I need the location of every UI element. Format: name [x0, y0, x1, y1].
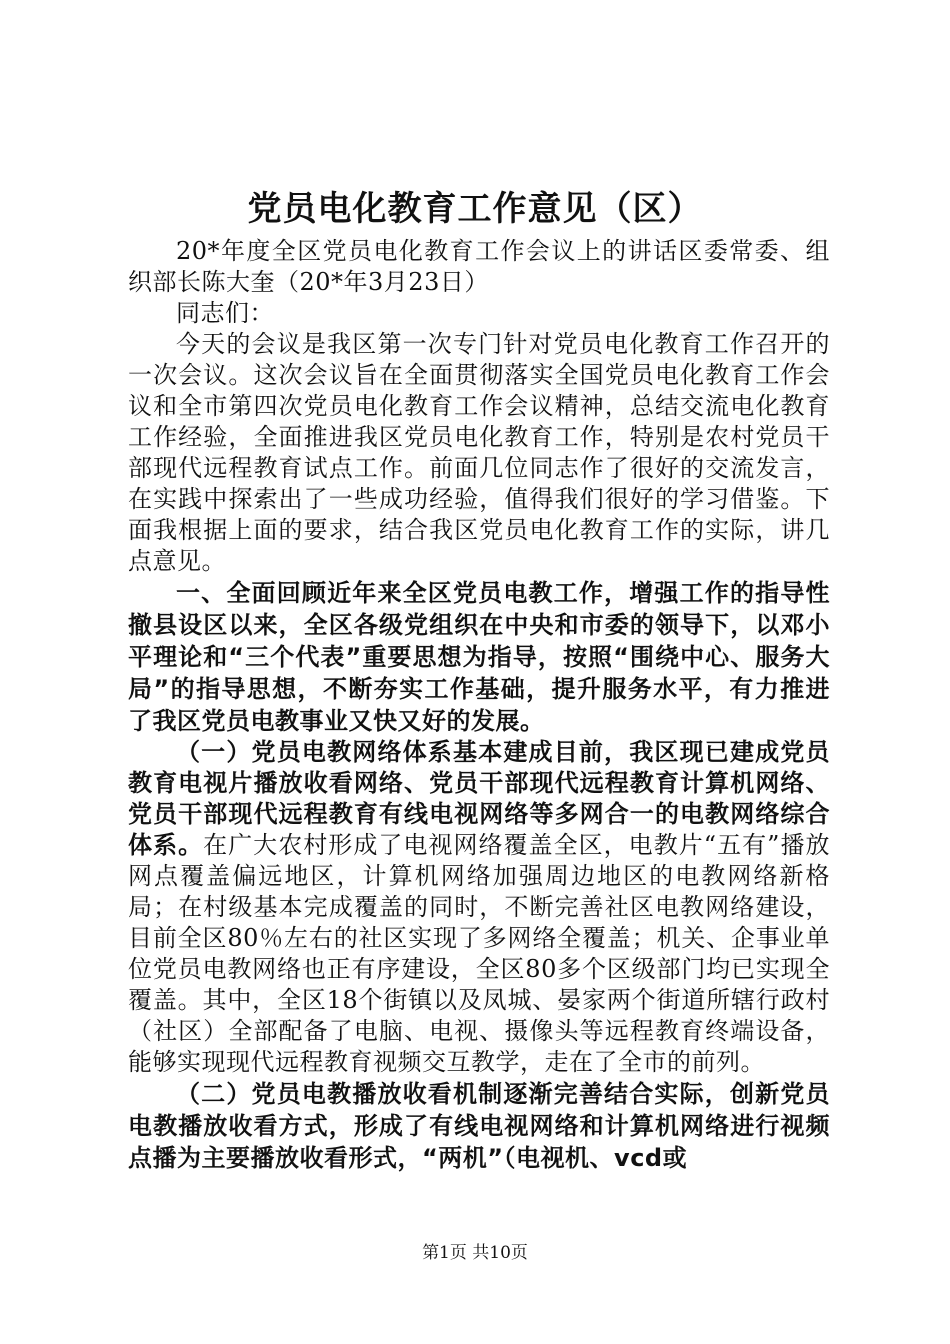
subsection-1-body: 在广大农村形成了电视网络覆盖全区，电教片“五有”播放网点覆盖偏远地区，计算机网络加强周边地区的电教网络新格局；在村级基本完成覆盖的同时，不断完善社区电教网络建设，目前全区80％左右的社区实现了多网络全覆盖；机关、企事业单位党员电教网络也正有序建设，全区80多个区级部门均已实现全覆盖。其中，全区18个街镇以及凤城、晏家两个街道所辖行政村（社区）全部配备了电脑、电视、摄像头等远程教育终端设备，能够实现现代远程教育视频交互教学，走在了全市的前列。 — [128, 831, 830, 1076]
subsection-2-paragraph: （二）党员电教播放收看机制逐渐完善结合实际，创新党员电教播放收看方式，形成了有线电视网络和计算机网络进行视频点播为主要播放收看形式，“两机”（电视机、vcd或 — [128, 1080, 830, 1172]
section-1-paragraph: 一、全面回顾近年来全区党员电教工作，增强工作的指导性撤县设区以来，全区各级党组织在中央和市委的领导下，以邓小平理论和“三个代表”重要思想为指导，按照“围绕中心、服务大局”的指导思想，不断夯实工作基础，提升服务水平，有力推进了我区党员电教事业又快又好的发展。 — [128, 579, 830, 735]
intro-paragraph: 今天的会议是我区第一次专门针对党员电化教育工作召开的一次会议。这次会议旨在全面贯彻落实全国党员电化教育工作会议和全市第四次党员电化教育工作会议精神，总结交流电化教育工作经验，全面推进我区党员电化教育工作，特别是农村党员干部现代远程教育试点工作。前面几位同志作了很好的交流发言，在实践中探索出了一些成功经验，值得我们很好的学习借鉴。下面我根据上面的要求，结合我区党员电化教育工作的实际，讲几点意见。 — [128, 330, 830, 575]
document-title: 党员电化教育工作意见（区） — [247, 189, 703, 229]
document-body — [128, 236, 830, 1174]
subsection-1-paragraph — [128, 737, 830, 1078]
subsection-1-heading: （一）党员电教网络体系基本建成目前，我区现已建成党员教育电视片播放收看网络、党员干部现代远程教育计算机网络、党员干部现代远程教育有线电视网络等多网合一的电教网络综合体系。 — [128, 738, 830, 859]
page-footer: 第1页 共10页 — [422, 1243, 528, 1263]
greeting-paragraph: 同志们： — [176, 299, 274, 327]
subtitle-paragraph: 20*年度全区党员电化教育工作会议上的讲话区委常委、组织部长陈大奎（20*年3月23日） — [128, 237, 830, 296]
